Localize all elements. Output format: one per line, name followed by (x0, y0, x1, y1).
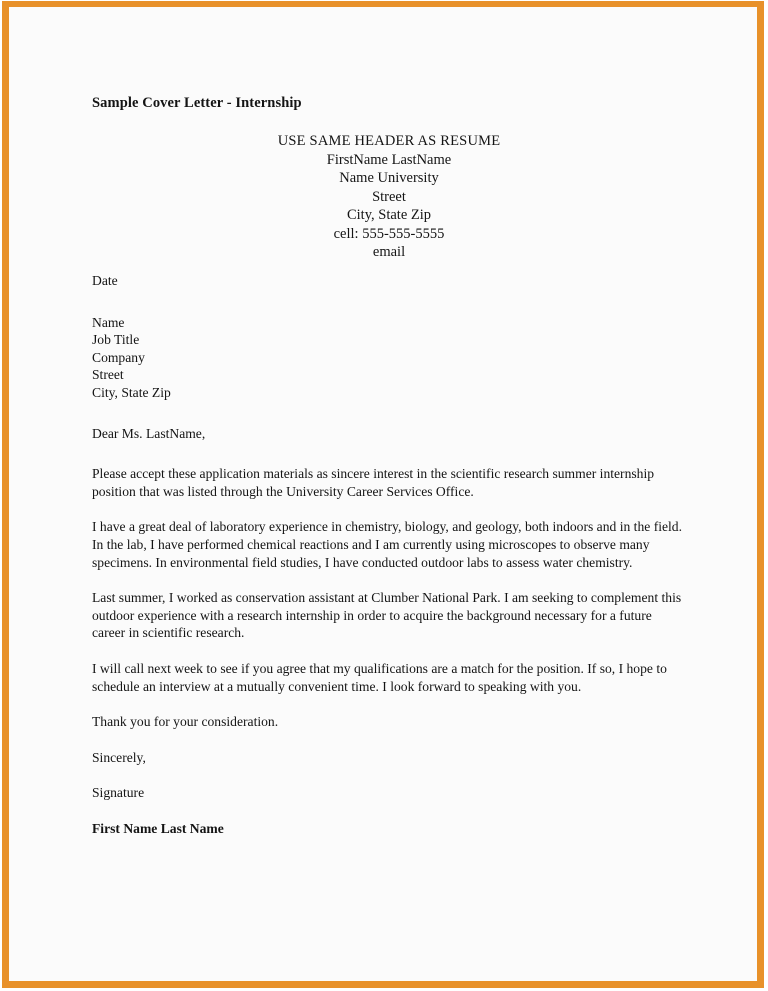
recipient-name: Name (92, 314, 125, 330)
body-paragraph-3: Last summer, I worked as conservation assistant at Clumber National Park. I am seeking to complement this outdoor experience with a research internship in order to acquire the background necessary for a future career in scientific research. (92, 590, 682, 641)
recipient-address-block (92, 314, 692, 402)
recipient-job-title: Job Title (92, 332, 140, 348)
page-border-frame (2, 1, 764, 988)
letter-body (92, 272, 692, 837)
letterhead-organization: Name University (339, 170, 439, 186)
letterhead-phone: cell: 555-555-5555 (333, 225, 445, 242)
salutation: Dear Ms. LastName, (92, 425, 206, 441)
letterhead-name: FirstName LastName (326, 151, 452, 168)
signer-name: First Name Last Name (92, 820, 224, 836)
letter-page (9, 7, 757, 981)
recipient-street: Street (92, 367, 124, 383)
letterhead-email: email (372, 244, 406, 260)
body-paragraph-2: I have a great deal of laboratory experience in chemistry, biology, and geology, both indoors and in the field. In the lab, I have performed chemical reactions and I am currently using microscopes to observe many specimens. In environmental field studies, I have conducted outdoor labs to assess water chemistry. (92, 519, 682, 570)
thank-you-line: Thank you for your consideration. (92, 714, 279, 730)
signature-placeholder: Signature (92, 785, 145, 801)
date-line: Date (92, 273, 118, 288)
recipient-company: Company (92, 349, 145, 365)
letterhead-note: USE SAME HEADER AS RESUME (277, 133, 501, 149)
page-title: Sample Cover Letter - Internship (92, 95, 302, 111)
letterhead-city-state-zip: City, State Zip (346, 207, 432, 223)
body-paragraph-1: Please accept these application materials as sincere interest in the scientific research summer internship position that was listed through the University Career Services Office. (92, 466, 655, 499)
date-block (92, 272, 692, 290)
letterhead-street: Street (372, 188, 406, 205)
letterhead-block (189, 132, 589, 262)
recipient-city-state-zip: City, State Zip (92, 384, 171, 400)
valediction: Sincerely, (92, 749, 146, 765)
body-paragraph-4: I will call next week to see if you agree that my qualifications are a match for the position. If so, I hope to schedule an interview at a mutually convenient time. I look forward to speaking with you. (92, 660, 667, 694)
